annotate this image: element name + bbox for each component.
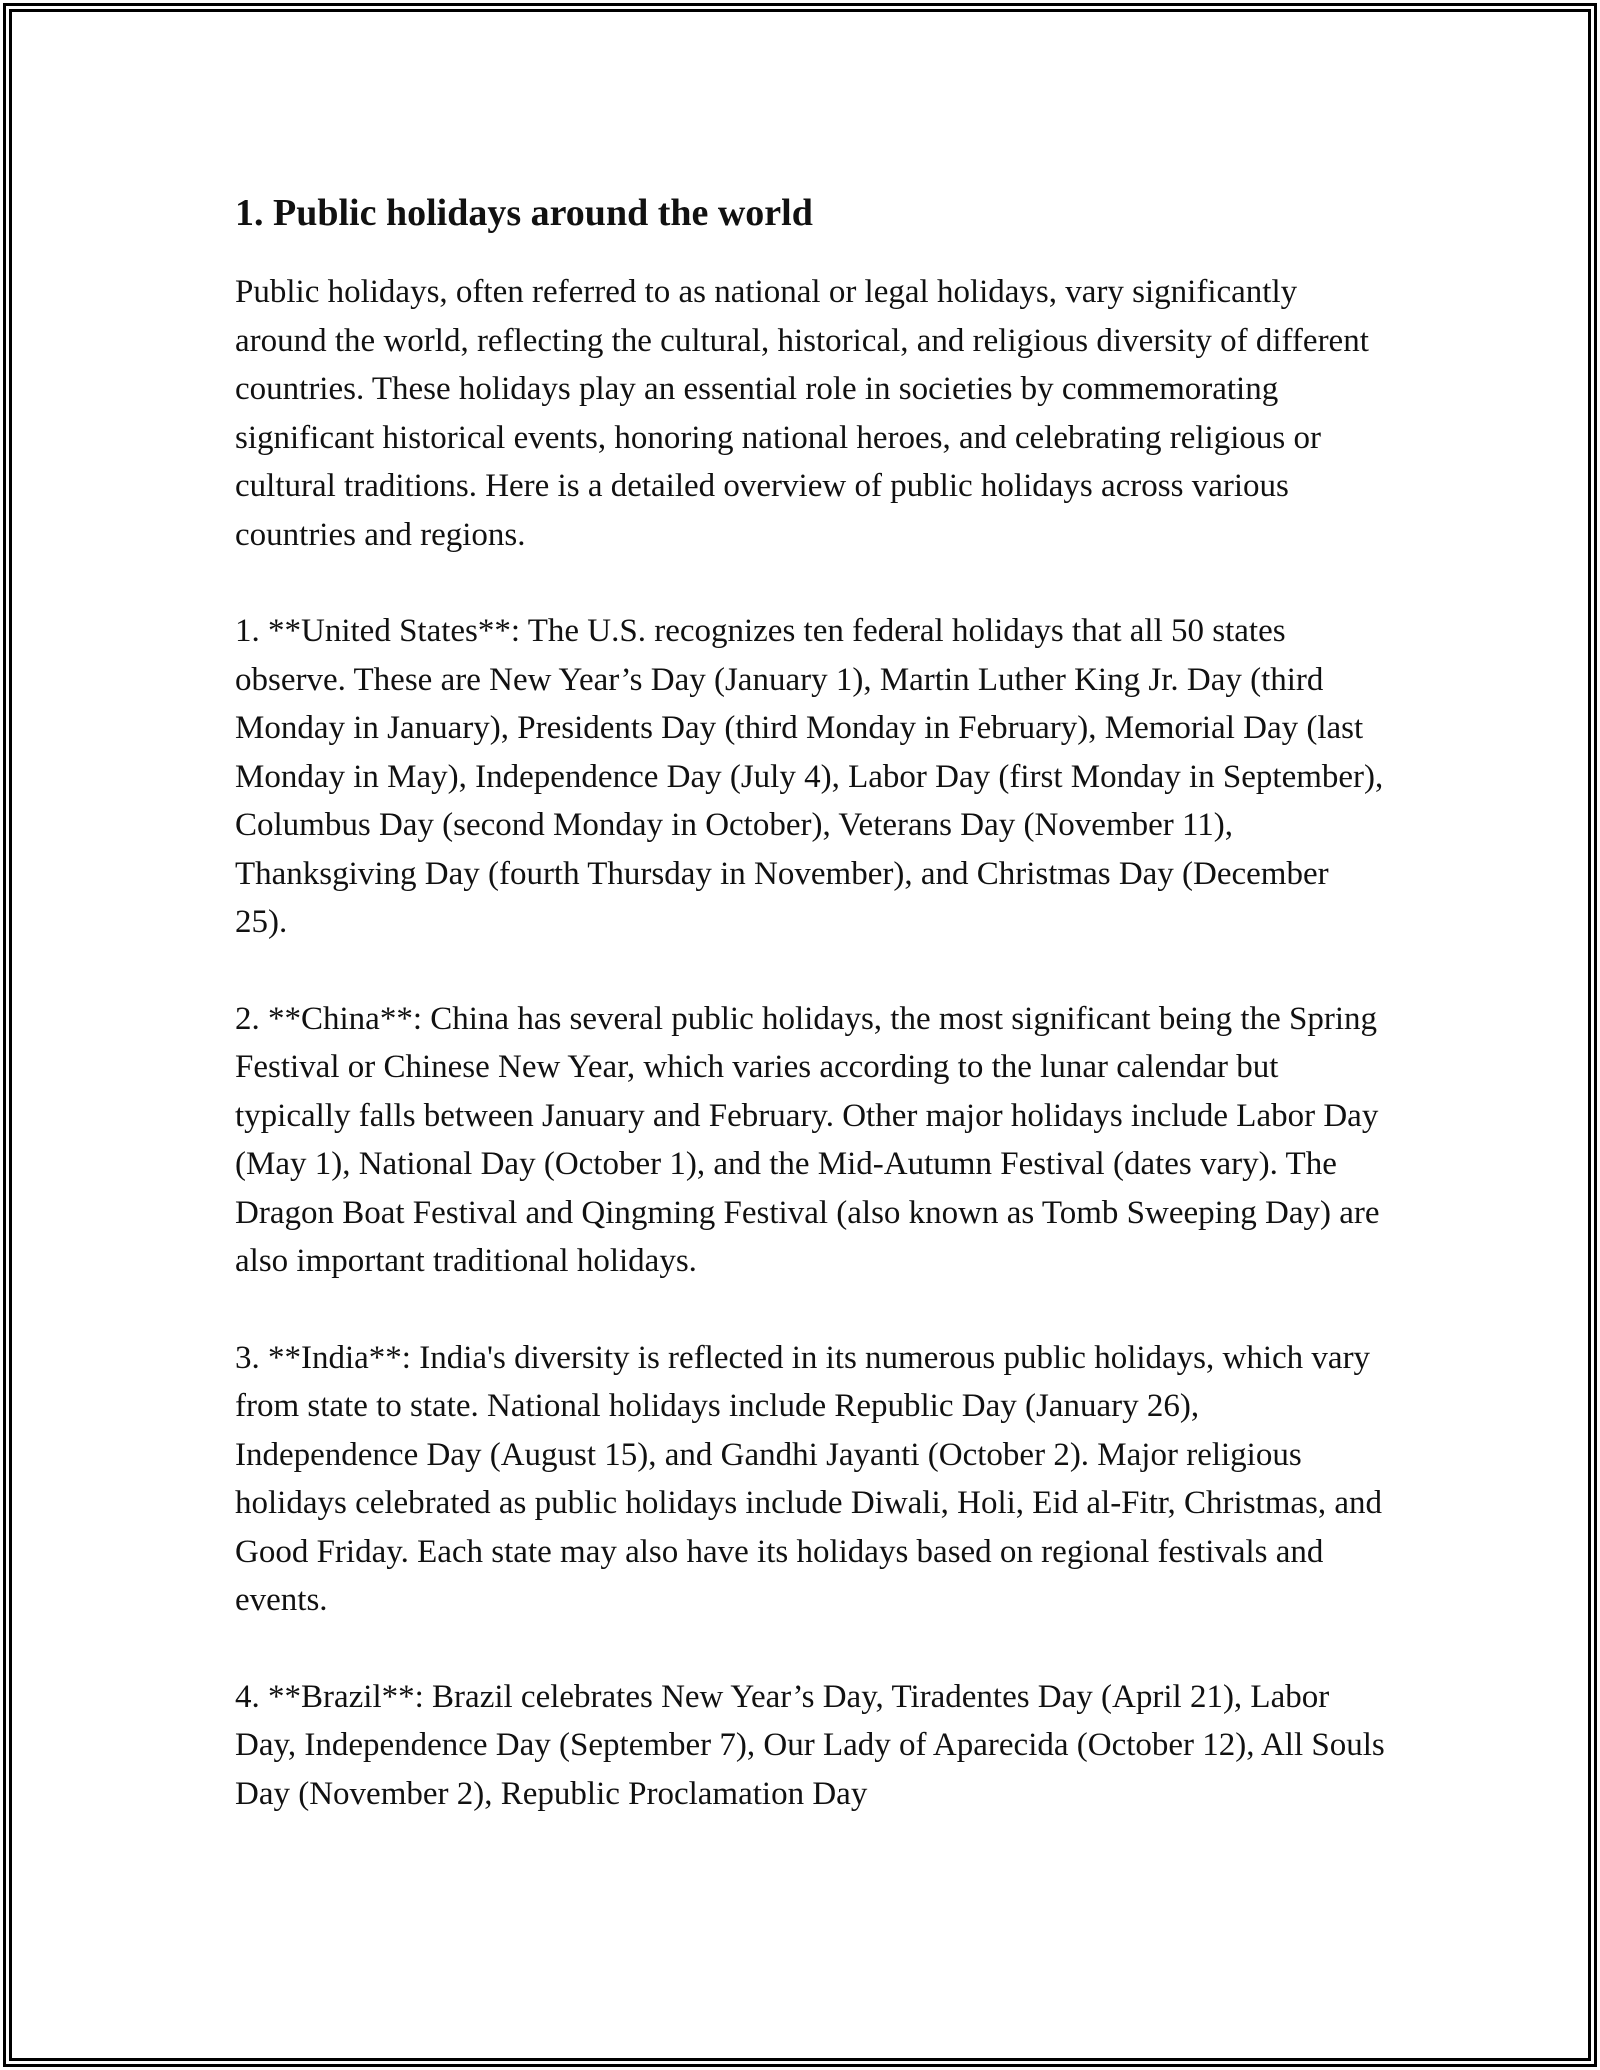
paragraph-intro: Public holidays, often referred to as national or legal holidays, vary significantly around the world, reflecting the cultural, historical, and religious diversity of different countries. These holidays play an essential role in societies by commemorating significant historical events, honoring national heroes, and celebrating religious or cultural traditions. Here is a detailed overview of public holidays across various countries and regions. (235, 274, 1369, 553)
section-heading: 1. Public holidays around the world (235, 192, 813, 234)
paragraph-brazil: 4. **Brazil**: Brazil celebrates New Year’s Day, Tiradentes Day (April 21), Labor Day, Independence Day (September 7), Our Lady of Aparecida (October 12), All Souls Day (November 2), Republic Proclamation Day (235, 1678, 1385, 1812)
paragraph-china: 2. **China**: China has several public holidays, the most significant being the Spring Festival or Chinese New Year, which varies according to the lunar calendar but typically falls between January and February. Other major holidays include Labor Day (May 1), National Day (October 1), and the Mid-Autumn Festival (dates vary). The Dragon Boat Festival and Qingming Festival (also known as Tomb Sweeping Day) are also important traditional holidays. (235, 1000, 1380, 1279)
document-body (235, 186, 1385, 1866)
paragraph-united-states: 1. **United States**: The U.S. recognizes ten federal holidays that all 50 states observe. These are New Year’s Day (January 1), Martin Luther King Jr. Day (third Monday in January), Presidents Day (third Monday in February), Memorial Day (last Monday in May), Independence Day (July 4), Labor Day (first Monday in September), Columbus Day (second Monday in October), Veterans Day (November 11), Thanksgiving Day (fourth Thursday in November), and Christmas Day (December 25). (235, 613, 1384, 940)
paragraph-india: 3. **India**: India's diversity is reflected in its numerous public holidays, which vary from state to state. National holidays include Republic Day (January 26), Independence Day (August 15), and Gandhi Jayanti (October 2). Major religious holidays celebrated as public holidays include Diwali, Holi, Eid al-Fitr, Christmas, and Good Friday. Each state may also have its holidays based on regional festivals and events. (235, 1339, 1383, 1618)
